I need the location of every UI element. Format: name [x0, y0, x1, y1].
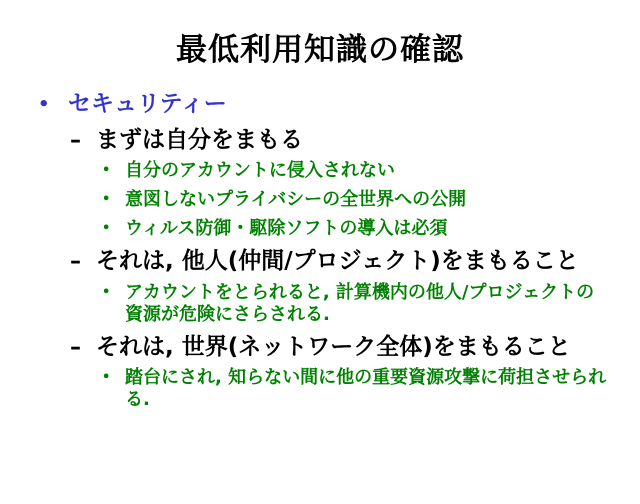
- bullet-text: 自分のアカウントに侵入されない: [125, 160, 395, 182]
- bullet-l3-antivirus-required: [102, 218, 612, 240]
- bullet-text: 意図しないプライバシーの全世界への公開: [125, 189, 467, 211]
- bullet-marker-level3: •: [102, 284, 111, 300]
- bullet-l3-privacy-exposure: [102, 189, 612, 211]
- bullet-l3-stolen-account-risk: [102, 282, 612, 326]
- bullet-marker-level2: –: [70, 127, 81, 153]
- bullet-l2-protect-others: [70, 248, 612, 276]
- bullet-marker-level3: •: [102, 163, 111, 179]
- bullet-marker-level2: –: [70, 334, 81, 360]
- bullet-l1-security: [38, 91, 612, 119]
- bullet-text: アカウントをとられると, 計算機内の他人/プロジェクトの資源が危険にさらされる.: [125, 281, 595, 325]
- bullet-marker-level2: –: [70, 249, 81, 275]
- bullet-text: それは, 世界(ネットワーク全体)をまもること: [96, 333, 571, 360]
- slide-title: 最低利用知識の確認: [176, 32, 464, 68]
- bullet-marker-level3: •: [102, 192, 111, 208]
- slide: [0, 24, 640, 504]
- bullet-l3-stepping-stone-attack: [102, 367, 612, 411]
- bullet-marker-level3: •: [102, 370, 111, 386]
- bullet-l3-account-intrusion: [102, 160, 612, 182]
- bullet-text: ウィルス防御・駆除ソフトの導入は必須: [125, 218, 448, 240]
- bullet-marker-level3: •: [102, 221, 111, 237]
- bullet-l2-protect-self: [70, 127, 612, 155]
- bullet-marker-level1: •: [38, 94, 50, 115]
- bullet-text: セキュリティー: [68, 91, 227, 117]
- bullet-text: それは, 他人(仲間/プロジェクト)をまもること: [96, 248, 579, 275]
- bullet-text: 踏台にされ, 知らない間に他の重要資源攻撃に荷担させられる.: [125, 367, 607, 411]
- outline: [0, 91, 640, 411]
- bullet-l2-protect-world: [70, 334, 612, 362]
- bullet-text: まずは自分をまもる: [96, 126, 303, 153]
